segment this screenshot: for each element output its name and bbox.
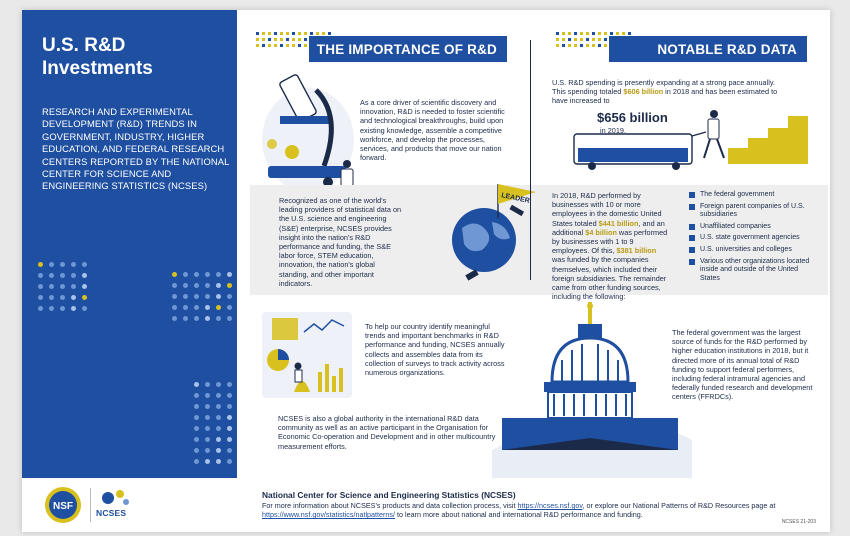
decorative-dot (216, 393, 221, 398)
decorative-dot (172, 283, 177, 288)
decorative-dot (194, 437, 199, 442)
globe-illustration (434, 178, 544, 288)
decorative-dot (194, 294, 199, 299)
decorative-dot (194, 393, 199, 398)
publication-code: NCSES 21-203 (781, 519, 816, 525)
decorative-dot-pattern (194, 382, 232, 464)
spending-text-a: U.S. R&D spending is presently expanding at a strong pace annually. This spending totaled (552, 78, 775, 97)
decorative-square (256, 38, 259, 41)
decorative-dot (49, 284, 54, 289)
decorative-square (604, 44, 607, 47)
decorative-square (286, 44, 289, 47)
decorative-dot (216, 415, 221, 420)
column-divider (530, 40, 531, 280)
decorative-dot (183, 305, 188, 310)
decorative-dot (172, 305, 177, 310)
decorative-dot (38, 284, 43, 289)
decorative-square (568, 38, 571, 41)
decorative-dot (38, 295, 43, 300)
decorative-square (574, 38, 577, 41)
importance-title-bar (309, 36, 507, 62)
global-authority-paragraph: NCSES is also a global authority in the international R&D data community as well as an active participant in the Organisation for Economic Co-operation and Development and in other multicountry measurement efforts. (278, 414, 496, 451)
funding-source-label: Unaffiliated companies (700, 222, 771, 230)
decorative-dot (216, 283, 221, 288)
footer (22, 478, 830, 532)
decorative-square (268, 32, 271, 35)
decorative-square (298, 38, 301, 41)
decorative-dot (71, 306, 76, 311)
importance-paragraph: As a core driver of scientific discovery and innovation, R&D is needed to foster scientific and technological breakthroughs, build upon existing knowledge, assemble a competitive workforce, and develop the processes, services, and products that move our nation forward. (360, 98, 505, 163)
decorative-dot (82, 306, 87, 311)
decorative-dot (205, 448, 210, 453)
decorative-square (304, 32, 307, 35)
decorative-dot (205, 415, 210, 420)
decorative-dot (183, 283, 188, 288)
spending-paragraph (552, 78, 790, 106)
spending-text-b: in 2018 and has been estimated to have increased to (552, 87, 778, 106)
decorative-dot (60, 262, 65, 267)
decorative-dot (172, 316, 177, 321)
decorative-dot-pattern (38, 262, 87, 311)
decorative-dot (227, 459, 232, 464)
sidebar-title (42, 34, 222, 80)
decorative-dot (205, 305, 210, 310)
business-381-value: $381 billion (616, 246, 657, 256)
decorative-square (556, 32, 559, 35)
decorative-square (328, 32, 331, 35)
decorative-square (298, 44, 301, 47)
decorative-dot (194, 426, 199, 431)
decorative-dot (216, 382, 221, 387)
decorative-dot (227, 272, 232, 277)
decorative-dot (205, 382, 210, 387)
decorative-dot (60, 284, 65, 289)
decorative-square (292, 44, 295, 47)
decorative-dot (183, 272, 188, 277)
business-text-c: was performed by businesses with 1 to 9 employees. Of this, (552, 227, 668, 256)
decorative-dot (194, 404, 199, 409)
funding-source-label: The federal government (700, 191, 775, 198)
decorative-dot (205, 437, 210, 442)
decorative-square (598, 44, 601, 47)
decorative-square (556, 44, 559, 47)
bullet-square-icon (689, 259, 695, 265)
data-dashboard-illustration (258, 302, 358, 407)
decorative-square (580, 44, 583, 47)
decorative-dot (205, 426, 210, 431)
decorative-dot-pattern (172, 272, 232, 321)
footer-text-a: For more information about NCSES's products and data collection process, visit (262, 501, 518, 510)
decorative-dot (227, 283, 232, 288)
funding-source-item (689, 234, 817, 243)
decorative-square (268, 44, 271, 47)
decorative-square (262, 38, 265, 41)
decorative-dot (172, 272, 177, 277)
decorative-dot (216, 294, 221, 299)
decorative-dot (82, 295, 87, 300)
decorative-dot (205, 294, 210, 299)
decorative-dot (205, 316, 210, 321)
footer-text-b: , or explore our National Patterns of R&D Resources page at (582, 501, 776, 510)
decorative-square (286, 38, 289, 41)
decorative-dot (227, 305, 232, 310)
decorative-square (562, 38, 565, 41)
funding-source-label: Foreign parent companies of U.S. subsidiaries (700, 202, 805, 219)
decorative-square (574, 32, 577, 35)
decorative-dot (227, 382, 232, 387)
decorative-square (556, 38, 559, 41)
decorative-dot (194, 382, 199, 387)
decorative-dot (49, 306, 54, 311)
natlpatterns-link[interactable]: https://www.nsf.gov/statistics/natlpatterns/ (262, 510, 396, 520)
decorative-dot (49, 295, 54, 300)
decorative-dot (227, 415, 232, 420)
funding-source-item (689, 258, 817, 284)
decorative-square (298, 32, 301, 35)
decorative-dot (216, 448, 221, 453)
decorative-dot (71, 295, 76, 300)
decorative-dot (60, 295, 65, 300)
decorative-square (274, 32, 277, 35)
decorative-square (256, 44, 259, 47)
decorative-square (592, 32, 595, 35)
ncses-logo-text: NCSES (96, 508, 127, 518)
decorative-square (274, 44, 277, 47)
decorative-square (580, 32, 583, 35)
decorative-dot (194, 316, 199, 321)
ncses-website-link[interactable]: https://ncses.nsf.gov (517, 501, 583, 510)
decorative-dot (227, 426, 232, 431)
decorative-square (586, 32, 589, 35)
decorative-dot (227, 404, 232, 409)
decorative-dot (227, 437, 232, 442)
decorative-dot (194, 272, 199, 277)
decorative-square (262, 32, 265, 35)
bullet-square-icon (689, 224, 695, 230)
decorative-dot (38, 306, 43, 311)
decorative-square (310, 32, 313, 35)
funding-source-item (689, 203, 817, 220)
funding-source-item (689, 223, 817, 232)
decorative-square (268, 38, 271, 41)
importance-title: THE IMPORTANCE OF R&D (316, 42, 497, 57)
decorative-dot (194, 459, 199, 464)
decorative-dot (216, 437, 221, 442)
bullet-square-icon (689, 235, 695, 241)
business-text-a: In 2018, R&D performed by businesses with 10 or more employees in the domestic United States totaled (552, 191, 662, 228)
decorative-dot (216, 459, 221, 464)
decorative-square (592, 38, 595, 41)
decorative-dot (71, 273, 76, 278)
decorative-dot (38, 273, 43, 278)
decorative-square (562, 44, 565, 47)
decorative-square (304, 38, 307, 41)
decorative-square (292, 32, 295, 35)
ncses-logo-icon (96, 486, 142, 524)
decorative-square (316, 32, 319, 35)
spending-2018-value: $606 billion (623, 87, 664, 97)
decorative-square (628, 32, 631, 35)
decorative-dot (216, 305, 221, 310)
footer-text-c: to learn more about national and international R&D performance and funding. (395, 510, 643, 520)
decorative-dot (205, 272, 210, 277)
decorative-dot (227, 393, 232, 398)
decorative-dot (216, 426, 221, 431)
money-cart-illustration (552, 108, 808, 170)
decorative-dot (82, 273, 87, 278)
decorative-dot (60, 306, 65, 311)
decorative-square (580, 38, 583, 41)
decorative-dot (216, 316, 221, 321)
business-text-b: , and an additional (552, 218, 665, 237)
decorative-square (598, 38, 601, 41)
decorative-dot (227, 316, 232, 321)
bullet-square-icon (689, 247, 695, 253)
surveys-paragraph: To help our country identify meaningful trends and important benchmarks in R&D performance and funding, NCSES annually collects and assembles data from its collection of surveys to track activity across numerous organizations. (365, 322, 505, 378)
decorative-dot (82, 262, 87, 267)
leader-flag-label: LEADER (500, 192, 531, 205)
decorative-dot (227, 448, 232, 453)
business-441-value: $441 billion (598, 218, 639, 228)
decorative-dot (205, 393, 210, 398)
decorative-square (322, 32, 325, 35)
funding-source-item (689, 246, 817, 255)
bullet-square-icon (689, 192, 695, 198)
ncses-provider-paragraph: Recognized as one of the world's leading providers of statistical data on the U.S. science and engineering (S&E) enterprise, NCSES provides insight into the nation's R&D performance and funding, the S&E labor force, STEM education, innovation, the nation's global standing, and other important indicators. (279, 196, 402, 288)
decorative-dot (227, 294, 232, 299)
footer-title: National Center for Science and Engineering Statistics (NCSES) (262, 490, 516, 500)
decorative-square (598, 32, 601, 35)
funding-source-label: U.S. universities and colleges (700, 245, 792, 253)
nsf-logo-icon (44, 486, 82, 524)
decorative-dot (49, 262, 54, 267)
funding-source-label: U.S. state government agencies (700, 234, 800, 242)
sidebar (22, 10, 237, 478)
decorative-square (286, 32, 289, 35)
infographic-page (22, 10, 830, 532)
decorative-square (280, 38, 283, 41)
decorative-square (616, 32, 619, 35)
spending-2019-suffix: in 2019. (600, 126, 626, 135)
decorative-square (562, 32, 565, 35)
decorative-dot (60, 273, 65, 278)
funding-source-item (689, 191, 817, 200)
decorative-square (622, 32, 625, 35)
nsf-logo-text: NSF (53, 501, 73, 512)
decorative-square (292, 38, 295, 41)
federal-funding-paragraph: The federal government was the largest source of funds for the R&D performed by higher education institutions in 2018, but it directed more of its annual total of R&D funding to support federal performers, including federal intramural agencies and federally funded research and development centers (FFRDCs). (672, 328, 813, 402)
decorative-dot (38, 262, 43, 267)
decorative-dot (194, 305, 199, 310)
decorative-square (568, 44, 571, 47)
decorative-dot (194, 283, 199, 288)
business-4-value: $4 billion (585, 227, 617, 237)
decorative-square (592, 44, 595, 47)
notable-data-title-bar (609, 36, 807, 62)
decorative-dot (205, 283, 210, 288)
sidebar-description: RESEARCH AND EXPERIMENTAL DEVELOPMENT (R&D) TRENDS IN GOVERNMENT, INDUSTRY, HIGHER EDUCATION, AND FEDERAL RESEARCH CENTERS REPORTED BY THE NATIONAL CENTER FOR SCIENCE AND ENGINEERING STATISTICS (NCSES) (42, 106, 230, 192)
decorative-dot (82, 284, 87, 289)
decorative-dot (183, 316, 188, 321)
business-rd-paragraph (552, 191, 670, 301)
decorative-square (256, 32, 259, 35)
decorative-dot (71, 284, 76, 289)
decorative-square (280, 44, 283, 47)
funding-source-label: Various other organizations located inside and outside of the United States (700, 257, 810, 282)
decorative-square (610, 32, 613, 35)
decorative-dot (49, 273, 54, 278)
decorative-dot (205, 404, 210, 409)
decorative-dot (216, 272, 221, 277)
bullet-square-icon (689, 204, 695, 210)
funding-sources-list (689, 191, 817, 286)
decorative-square (280, 32, 283, 35)
decorative-square (568, 32, 571, 35)
decorative-square (574, 44, 577, 47)
business-text-d: was funded by the companies themselves, which included their foreign subsidiaries. The remainder came from other funding sources, including the following: (552, 255, 667, 302)
decorative-square (304, 44, 307, 47)
decorative-square (262, 44, 265, 47)
decorative-dot (194, 448, 199, 453)
capitol-building-illustration (492, 300, 692, 478)
decorative-square (604, 38, 607, 41)
decorative-square (274, 38, 277, 41)
decorative-dot (216, 404, 221, 409)
decorative-square (586, 38, 589, 41)
decorative-dot (205, 459, 210, 464)
decorative-dot (172, 294, 177, 299)
decorative-dot (194, 415, 199, 420)
decorative-dot (183, 294, 188, 299)
footer-text (262, 501, 782, 520)
decorative-square (586, 44, 589, 47)
notable-data-title: NOTABLE R&D DATA (657, 42, 797, 57)
logo-separator (90, 488, 91, 522)
sidebar-title-line2: Investments (42, 58, 153, 79)
spending-2019-value: $656 billion (597, 110, 668, 125)
decorative-square (604, 32, 607, 35)
sidebar-title-line1: U.S. R&D (42, 35, 126, 56)
decorative-dot (71, 262, 76, 267)
